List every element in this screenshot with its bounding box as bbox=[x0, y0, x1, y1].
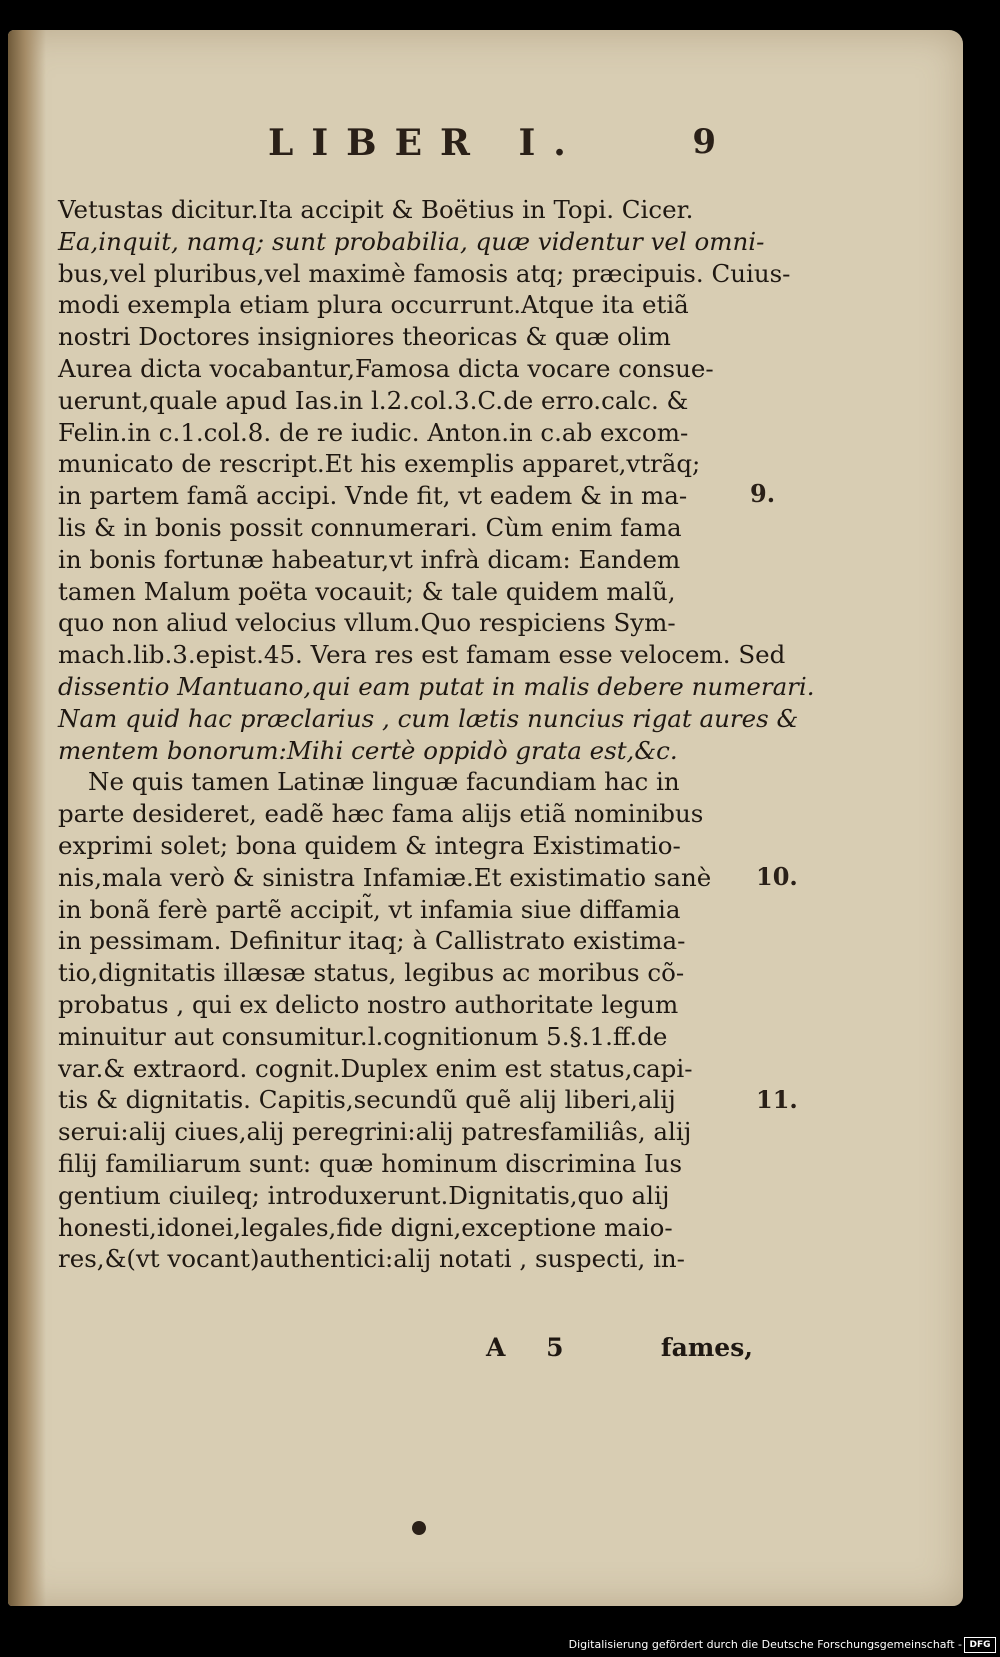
text-line: tio,dignitatis illæsæ status, legibus ac moribus cõ- bbox=[58, 958, 685, 988]
text-line: serui:alij ciues,alij peregrini:alij patresfamiliâs, alij bbox=[58, 1117, 692, 1147]
text-line: in bonã ferè partẽ accipit̃, vt infamia siue diffamia bbox=[58, 894, 681, 924]
text-line: dissentio Mantuano,qui eam putat in malis debere numerari. bbox=[58, 671, 815, 701]
text-line: quo non aliud velocius vllum.Quo respiciens Sym- bbox=[58, 608, 676, 638]
text-line: honesti,idonei,legales,fide digni,exceptione maio- bbox=[58, 1212, 673, 1242]
text-line: mach.lib.3.epist.45. Vera res est famam esse velocem. Sed bbox=[58, 640, 786, 670]
page-gutter-shadow bbox=[8, 30, 46, 1606]
text-line: gentium ciuileq; introduxerunt.Dignitatis,quo alij bbox=[58, 1180, 670, 1210]
text-line: var.& extraord. cognit.Duplex enim est status,capi- bbox=[58, 1053, 693, 1083]
text-line: res,&(vt vocant)authentici:alij notati , suspecti, in- bbox=[58, 1244, 685, 1274]
footer-line bbox=[468, 1333, 753, 1367]
margin-note: 11. bbox=[756, 1085, 798, 1114]
text-line: nostri Doctores insigniores theoricas & quæ olim bbox=[58, 322, 671, 352]
text-line: Ne quis tamen Latinæ linguæ facundiam hac in bbox=[88, 767, 680, 797]
margin-note: 9. bbox=[750, 479, 776, 508]
signature-mark: A 5 bbox=[486, 1333, 580, 1362]
text-line: Aurea dicta vocabantur,Famosa dicta vocare consue- bbox=[58, 353, 714, 383]
ink-blot bbox=[412, 1521, 426, 1535]
text-line: lis & in bonis possit connumerari. Cùm enim fama bbox=[58, 512, 682, 542]
text-line: parte desideret, eadẽ hæc fama alijs etiã nominibus bbox=[58, 799, 704, 829]
text-line: Ea,inquit, namq; sunt probabilia, quæ videntur vel omni- bbox=[58, 226, 765, 256]
page-number: 9 bbox=[692, 122, 716, 162]
running-title: LIBER I. bbox=[268, 122, 584, 164]
text-line: nis,mala verò & sinistra Infamiæ.Et existimatio sanè bbox=[58, 862, 712, 892]
text-line: municato de rescript.Et his exemplis apparet,vtrãq; bbox=[58, 449, 701, 479]
text-line: Felin.in c.1.col.8. de re iudic. Anton.in c.ab excom- bbox=[58, 417, 689, 447]
text-line: uerunt,quale apud Ias.in l.2.col.3.C.de erro.calc. & bbox=[58, 385, 689, 415]
running-head bbox=[256, 122, 716, 182]
digitization-credit: Digitalisierung gefördert durch die Deutsche Forschungsgemeinschaft - bbox=[568, 1638, 962, 1651]
book-page bbox=[8, 30, 963, 1606]
catchword: fames, bbox=[660, 1333, 753, 1362]
text-line: probatus , qui ex delicto nostro authoritate legum bbox=[58, 989, 679, 1019]
text-line: bus,vel pluribus,vel maximè famosis atq; præcipuis. Cuius- bbox=[58, 258, 791, 288]
text-line: in bonis fortunæ habeatur,vt infrà dicam: Eandem bbox=[58, 544, 681, 574]
text-line: in partem famã accipi. Vnde fit, vt eadem & in ma- bbox=[58, 481, 688, 511]
text-line: minuitur aut consumitur.l.cognitionum 5.§.1.ff.de bbox=[58, 1021, 668, 1051]
text-line: Nam quid hac præclarius , cum lætis nuncius rigat aures & bbox=[58, 703, 799, 733]
text-line: modi exempla etiam plura occurrunt.Atque ita etiã bbox=[58, 290, 689, 320]
dfg-logo: DFG bbox=[964, 1637, 996, 1653]
text-line: filij familiarum sunt: quæ hominum discrimina Ius bbox=[58, 1148, 683, 1178]
text-line: mentem bonorum:Mihi certè oppidò grata est,&c. bbox=[58, 735, 678, 765]
text-line: tis & dignitatis. Capitis,secundũ quẽ alij liberi,alij bbox=[58, 1085, 676, 1115]
margin-note: 10. bbox=[756, 862, 798, 891]
text-line: in pessimam. Definitur itaq; à Callistrato existima- bbox=[58, 926, 686, 956]
text-line: exprimi solet; bona quidem & integra Existimatio- bbox=[58, 830, 681, 860]
text-line: tamen Malum poëta vocauit; & tale quidem malũ, bbox=[58, 576, 676, 606]
text-line: Vetustas dicitur.Ita accipit & Boëtius in Topi. Cicer. bbox=[58, 195, 694, 224]
